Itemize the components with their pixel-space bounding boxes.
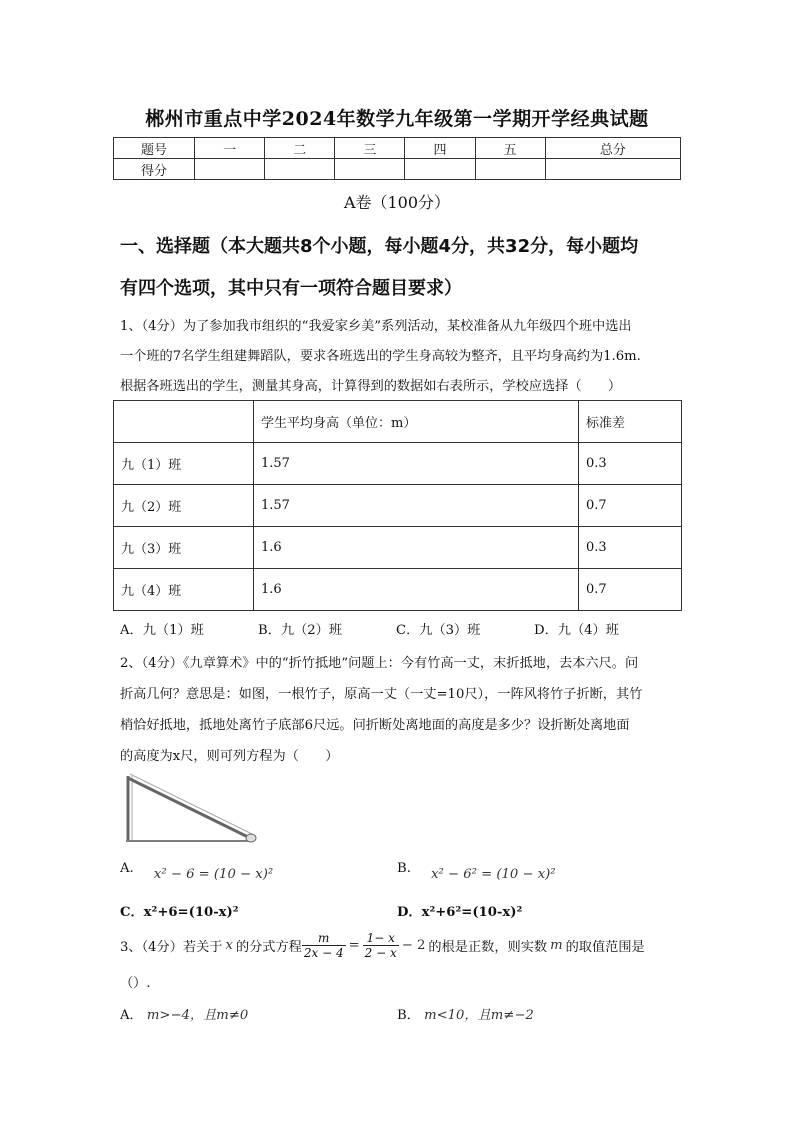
q1-table-row (114, 569, 682, 611)
q1-table-cell: 0.7 (579, 485, 682, 527)
q3-fraction-1 (302, 931, 346, 960)
score-header-cell: 五 (475, 138, 545, 159)
q3-text-line2: （）. (120, 976, 151, 991)
score-cell (545, 159, 680, 180)
q3-prefix: 3、（4分）若关于 (120, 940, 223, 955)
q1-table-row (114, 443, 682, 485)
q1-text-line: 一个班的7名学生组建舞蹈队，要求各班选出的学生身高较为整齐，且平均身高约为1.6m. (120, 349, 641, 364)
q1-option-b[interactable]: B．九（2）班 (258, 623, 343, 638)
score-header-cell: 三 (335, 138, 405, 159)
q3-fraction-2 (363, 931, 399, 960)
q2-text-line: 折高几何？意思是：如图，一根竹子，原高一丈（一丈=10尺），一阵风将竹子折断，其竹 (120, 687, 643, 702)
score-row-label: 得分 (114, 159, 195, 180)
q3-fraction-2-denominator: 2 − x (364, 946, 397, 960)
part1-heading-line2: 有四个选项，其中只有一项符合题目要求） (120, 278, 462, 299)
score-table-header-row (114, 138, 681, 159)
q2-option-a[interactable] (120, 861, 274, 882)
q2-text-line: 2、（4分）《九章算术》中的“折竹抵地”问题上：今有竹高一丈，末折抵地，去本六尺。问 (120, 656, 639, 671)
score-cell (335, 159, 405, 180)
score-header-cell: 一 (195, 138, 265, 159)
q1-text-line: 根据各班选出的学生，测量其身高，计算得到的数据如右表所示，学校应选择（ ） (120, 379, 622, 394)
exam-title: 郴州市重点中学2024年数学九年级第一学期开学经典试题 (145, 108, 649, 130)
q1-option-d[interactable]: D．九（4）班 (534, 623, 619, 638)
q3-option-a[interactable] (120, 1004, 248, 1023)
q1-data-table (113, 400, 682, 611)
q1-option-c[interactable]: C．九（3）班 (396, 623, 481, 638)
q2-option-b-expr: x² − 6² = (10 − x)² (431, 867, 556, 882)
score-cell (405, 159, 475, 180)
q1-table-header-cell (114, 401, 254, 443)
bamboo-tip (246, 834, 256, 842)
q2-text-line: 梢恰好抵地，抵地处离竹子底部6尺远。问折断处离地面的高度是多少？设折断处离地面 (120, 718, 630, 733)
q1-table-cell: 九（2）班 (114, 485, 254, 527)
q3-var-m: m (550, 938, 563, 953)
q3-option-b-label: B． (397, 1008, 420, 1023)
q3-fraction-1-denominator: 2x − 4 (303, 946, 344, 960)
q3-mid2: 的根是正数，则实数 (428, 940, 548, 955)
bamboo-broken-part (128, 778, 250, 838)
q1-table-cell: 1.6 (254, 527, 579, 569)
q1-table-row (114, 485, 682, 527)
q1-table-header-cell: 标准差 (579, 401, 682, 443)
q1-table-header-cell: 学生平均身高（单位：m） (254, 401, 579, 443)
q3-fraction-1-numerator: m (302, 931, 346, 946)
q3-var-x: x (225, 938, 233, 953)
q2-text-line: 的高度为x尺，则可列方程为（ ） (120, 749, 339, 764)
q1-option-a[interactable]: A．九（1）班 (120, 623, 204, 638)
q3-option-a-expr: m>−4，且m≠0 (146, 1008, 249, 1023)
score-table-score-row (114, 159, 681, 180)
q2-option-d[interactable]: D．x²+6²=(10-x)² (397, 905, 523, 920)
q2-option-b-label: B. (397, 861, 411, 876)
bamboo-figure (120, 772, 260, 848)
q3-tail: − 2 (401, 938, 426, 953)
q2-option-b[interactable] (397, 861, 556, 882)
q1-table-cell: 0.7 (579, 569, 682, 611)
score-cell (195, 159, 265, 180)
q1-table-header-row (114, 401, 682, 443)
q1-text-line: 1、（4分）为了参加我市组织的“我爱家乡美”系列活动，某校准备从九年级四个班中选出 (120, 319, 632, 334)
q3-equals: = (348, 938, 360, 953)
q1-table-cell: 0.3 (579, 527, 682, 569)
score-header-cell: 四 (405, 138, 475, 159)
q3-option-b-expr: m<10，且m≠−2 (424, 1008, 534, 1023)
q1-table-cell: 1.57 (254, 443, 579, 485)
q3-mid3: 的取值范围是 (565, 940, 645, 955)
section-a-heading: A卷（100分） (343, 193, 451, 212)
score-cell (265, 159, 335, 180)
q1-table-cell: 九（4）班 (114, 569, 254, 611)
q2-option-a-expr: x² − 6 = (10 − x)² (153, 867, 274, 882)
q1-table-cell: 1.6 (254, 569, 579, 611)
q1-table-cell: 九（3）班 (114, 527, 254, 569)
q3-option-b[interactable] (397, 1004, 534, 1023)
q2-option-c[interactable]: C．x²+6=(10-x)² (120, 905, 239, 920)
score-header-cell: 题号 (114, 138, 195, 159)
q3-fraction-2-numerator: 1− x (363, 931, 399, 946)
bamboo-broken-edge (130, 774, 252, 834)
score-header-cell: 二 (265, 138, 335, 159)
q1-table-cell: 0.3 (579, 443, 682, 485)
q1-table-cell: 九（1）班 (114, 443, 254, 485)
score-table (113, 137, 681, 180)
q1-table-cell: 1.57 (254, 485, 579, 527)
q1-table-row (114, 527, 682, 569)
score-cell (475, 159, 545, 180)
q3-mid1: 的分式方程 (235, 940, 302, 955)
score-header-cell: 总分 (545, 138, 680, 159)
part1-heading-line1: 一、选择题（本大题共8个小题，每小题4分，共32分，每小题均 (120, 236, 639, 257)
q3-text-line (120, 931, 645, 960)
q2-option-a-label: A. (120, 861, 134, 876)
q3-option-a-label: A． (120, 1008, 143, 1023)
